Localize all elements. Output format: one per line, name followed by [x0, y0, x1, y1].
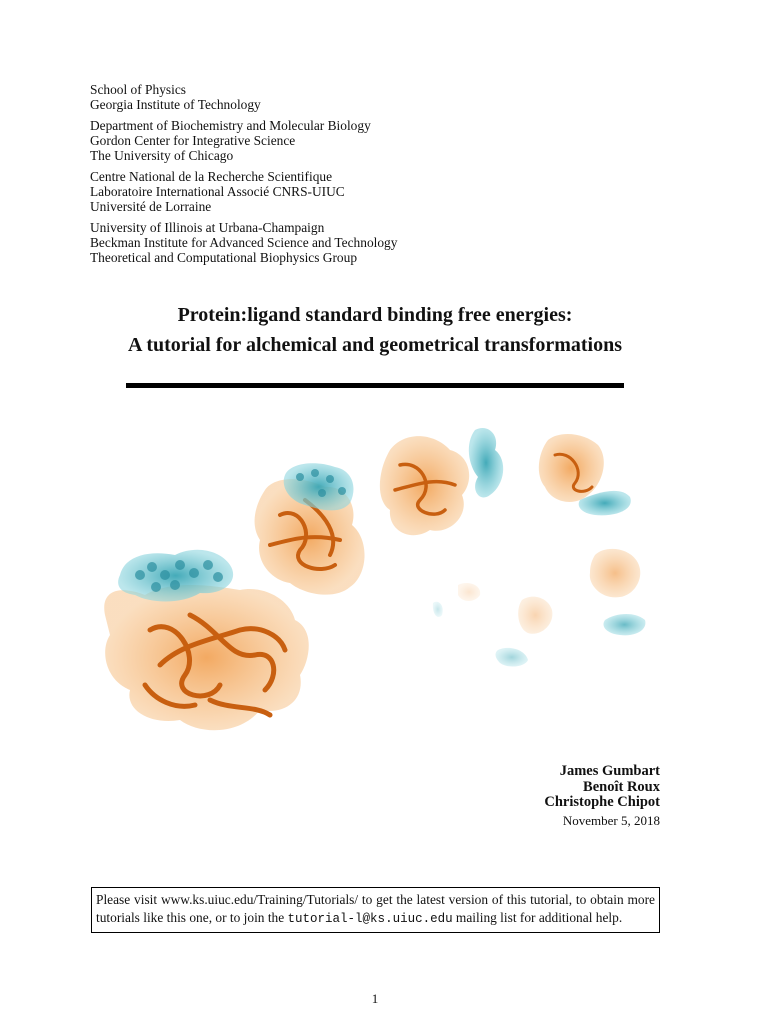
affiliation-group	[90, 82, 397, 112]
affiliation-line: The University of Chicago	[90, 148, 234, 163]
affiliation-line: Laboratoire International Associé CNRS-UIUC	[90, 184, 345, 199]
affiliation-line: Centre National de la Recherche Scientifique	[90, 169, 333, 184]
ligand-cluster	[433, 602, 528, 667]
affiliations-block	[90, 82, 397, 271]
affiliation-group	[90, 118, 397, 163]
page-number: 1	[371, 991, 379, 1006]
document-title	[0, 300, 750, 360]
publication-date: November 5, 2018	[562, 813, 660, 828]
affiliation-group	[90, 220, 397, 265]
affiliation-line: Beckman Institute for Advanced Science and Technology	[90, 235, 398, 250]
notice-text: Please visit www.ks.uiuc.edu/Training/Tutorials/ to get the latest version of this tutorial, to obtain more tutorials like this one, or to join the	[96, 892, 655, 925]
affiliation-line: Georgia Institute of Technology	[90, 97, 261, 112]
protein-surface	[539, 434, 604, 502]
notice-text: mailing list for additional help.	[452, 910, 623, 925]
ligand-cluster	[603, 614, 645, 635]
affiliation-line: School of Physics	[90, 82, 186, 97]
author-name: Christophe Chipot	[544, 794, 660, 810]
author-name: Benoît Roux	[583, 778, 660, 795]
protein-ligand-illustration	[90, 415, 670, 755]
affiliation-line: Theoretical and Computational Biophysics Group	[90, 250, 358, 265]
author-name: James Gumbart	[559, 763, 660, 779]
affiliation-line: Department of Biochemistry and Molecular Biology	[90, 118, 371, 133]
protein-surface	[104, 585, 309, 730]
protein-surface	[458, 583, 552, 634]
mailing-list-email: tutorial-l@ks.uiuc.edu	[287, 912, 453, 926]
title-line-1: Protein:ligand standard binding free energies:	[177, 304, 573, 326]
affiliation-line: Université de Lorraine	[90, 199, 212, 214]
affiliation-group	[90, 169, 397, 214]
authors-block	[544, 764, 660, 811]
title-line-2: A tutorial for alchemical and geometrical transformations	[128, 334, 622, 356]
protein-surface	[590, 549, 640, 598]
affiliation-line: Gordon Center for Integrative Science	[90, 133, 296, 148]
affiliation-line: University of Illinois at Urbana-Champaign	[90, 220, 325, 235]
notice-box	[91, 887, 660, 933]
ligand-cluster	[469, 428, 503, 498]
title-rule	[126, 383, 624, 388]
